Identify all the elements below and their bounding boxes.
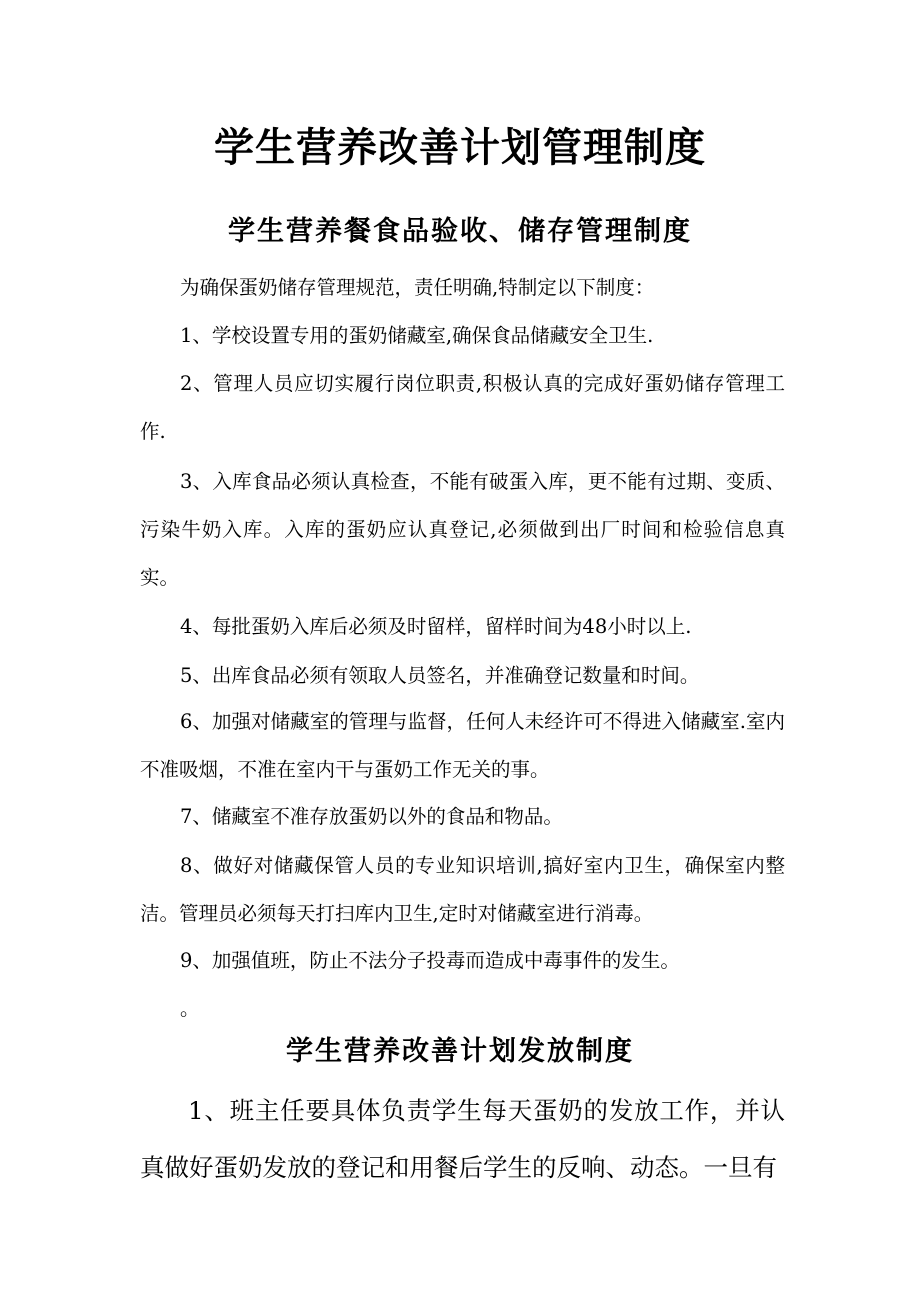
paragraph-item-8: 8、做好对储藏保管人员的专业知识培训,搞好室内卫生，确保室内整洁。管理员必须每天打扫库内卫生,定时对储藏室进行消毒。 [140, 854, 785, 925]
paragraph-item-4: 4、每批蛋奶入库后必须及时留样，留样时间为48小时以上. [180, 615, 692, 638]
paragraph-item-6: 6、加强对储藏室的管理与监督，任何人未经许可不得进入储藏室.室内不准吸烟，不准在室内干与蛋奶工作无关的事。 [140, 710, 785, 781]
paragraph-item-5: 5、出库食品必须有领取人员签名，并准确登记数量和时间。 [180, 664, 700, 687]
paragraph-distribution-1: 1、班主任要具体负责学生每天蛋奶的发放工作，并认真做好蛋奶发放的登记和用餐后学生的反响、动态。一旦有 [140, 1096, 785, 1182]
paragraph-trailing-mark: 。 [180, 997, 200, 1020]
paragraph-item-1: 1、学校设置专用的蛋奶储藏室,确保食品储藏安全卫生. [180, 324, 654, 347]
paragraph-intro: 为确保蛋奶储存管理规范，责任明确,特制定以下制度： [180, 276, 655, 299]
paragraph-item-2: 2、管理人员应切实履行岗位职责,积极认真的完成好蛋奶储存管理工作. [140, 372, 785, 443]
paragraph-item-3: 3、入库食品必须认真检查，不能有破蛋入库，更不能有过期、变质、污染牛奶入库。入库的蛋奶应认真登记,必须做到出厂时间和检验信息真实。 [140, 470, 785, 589]
section-heading-storage: 学生营养餐食品验收、储存管理制度 [228, 216, 692, 247]
section-heading-distribution: 学生营养改善计划发放制度 [286, 1036, 634, 1067]
document-title: 学生营养改善计划管理制度 [214, 125, 706, 171]
paragraph-item-7: 7、储藏室不准存放蛋奶以外的食品和物品。 [180, 805, 563, 828]
paragraph-item-9: 9、加强值班，防止不法分子投毒而造成中毒事件的发生。 [180, 949, 680, 972]
